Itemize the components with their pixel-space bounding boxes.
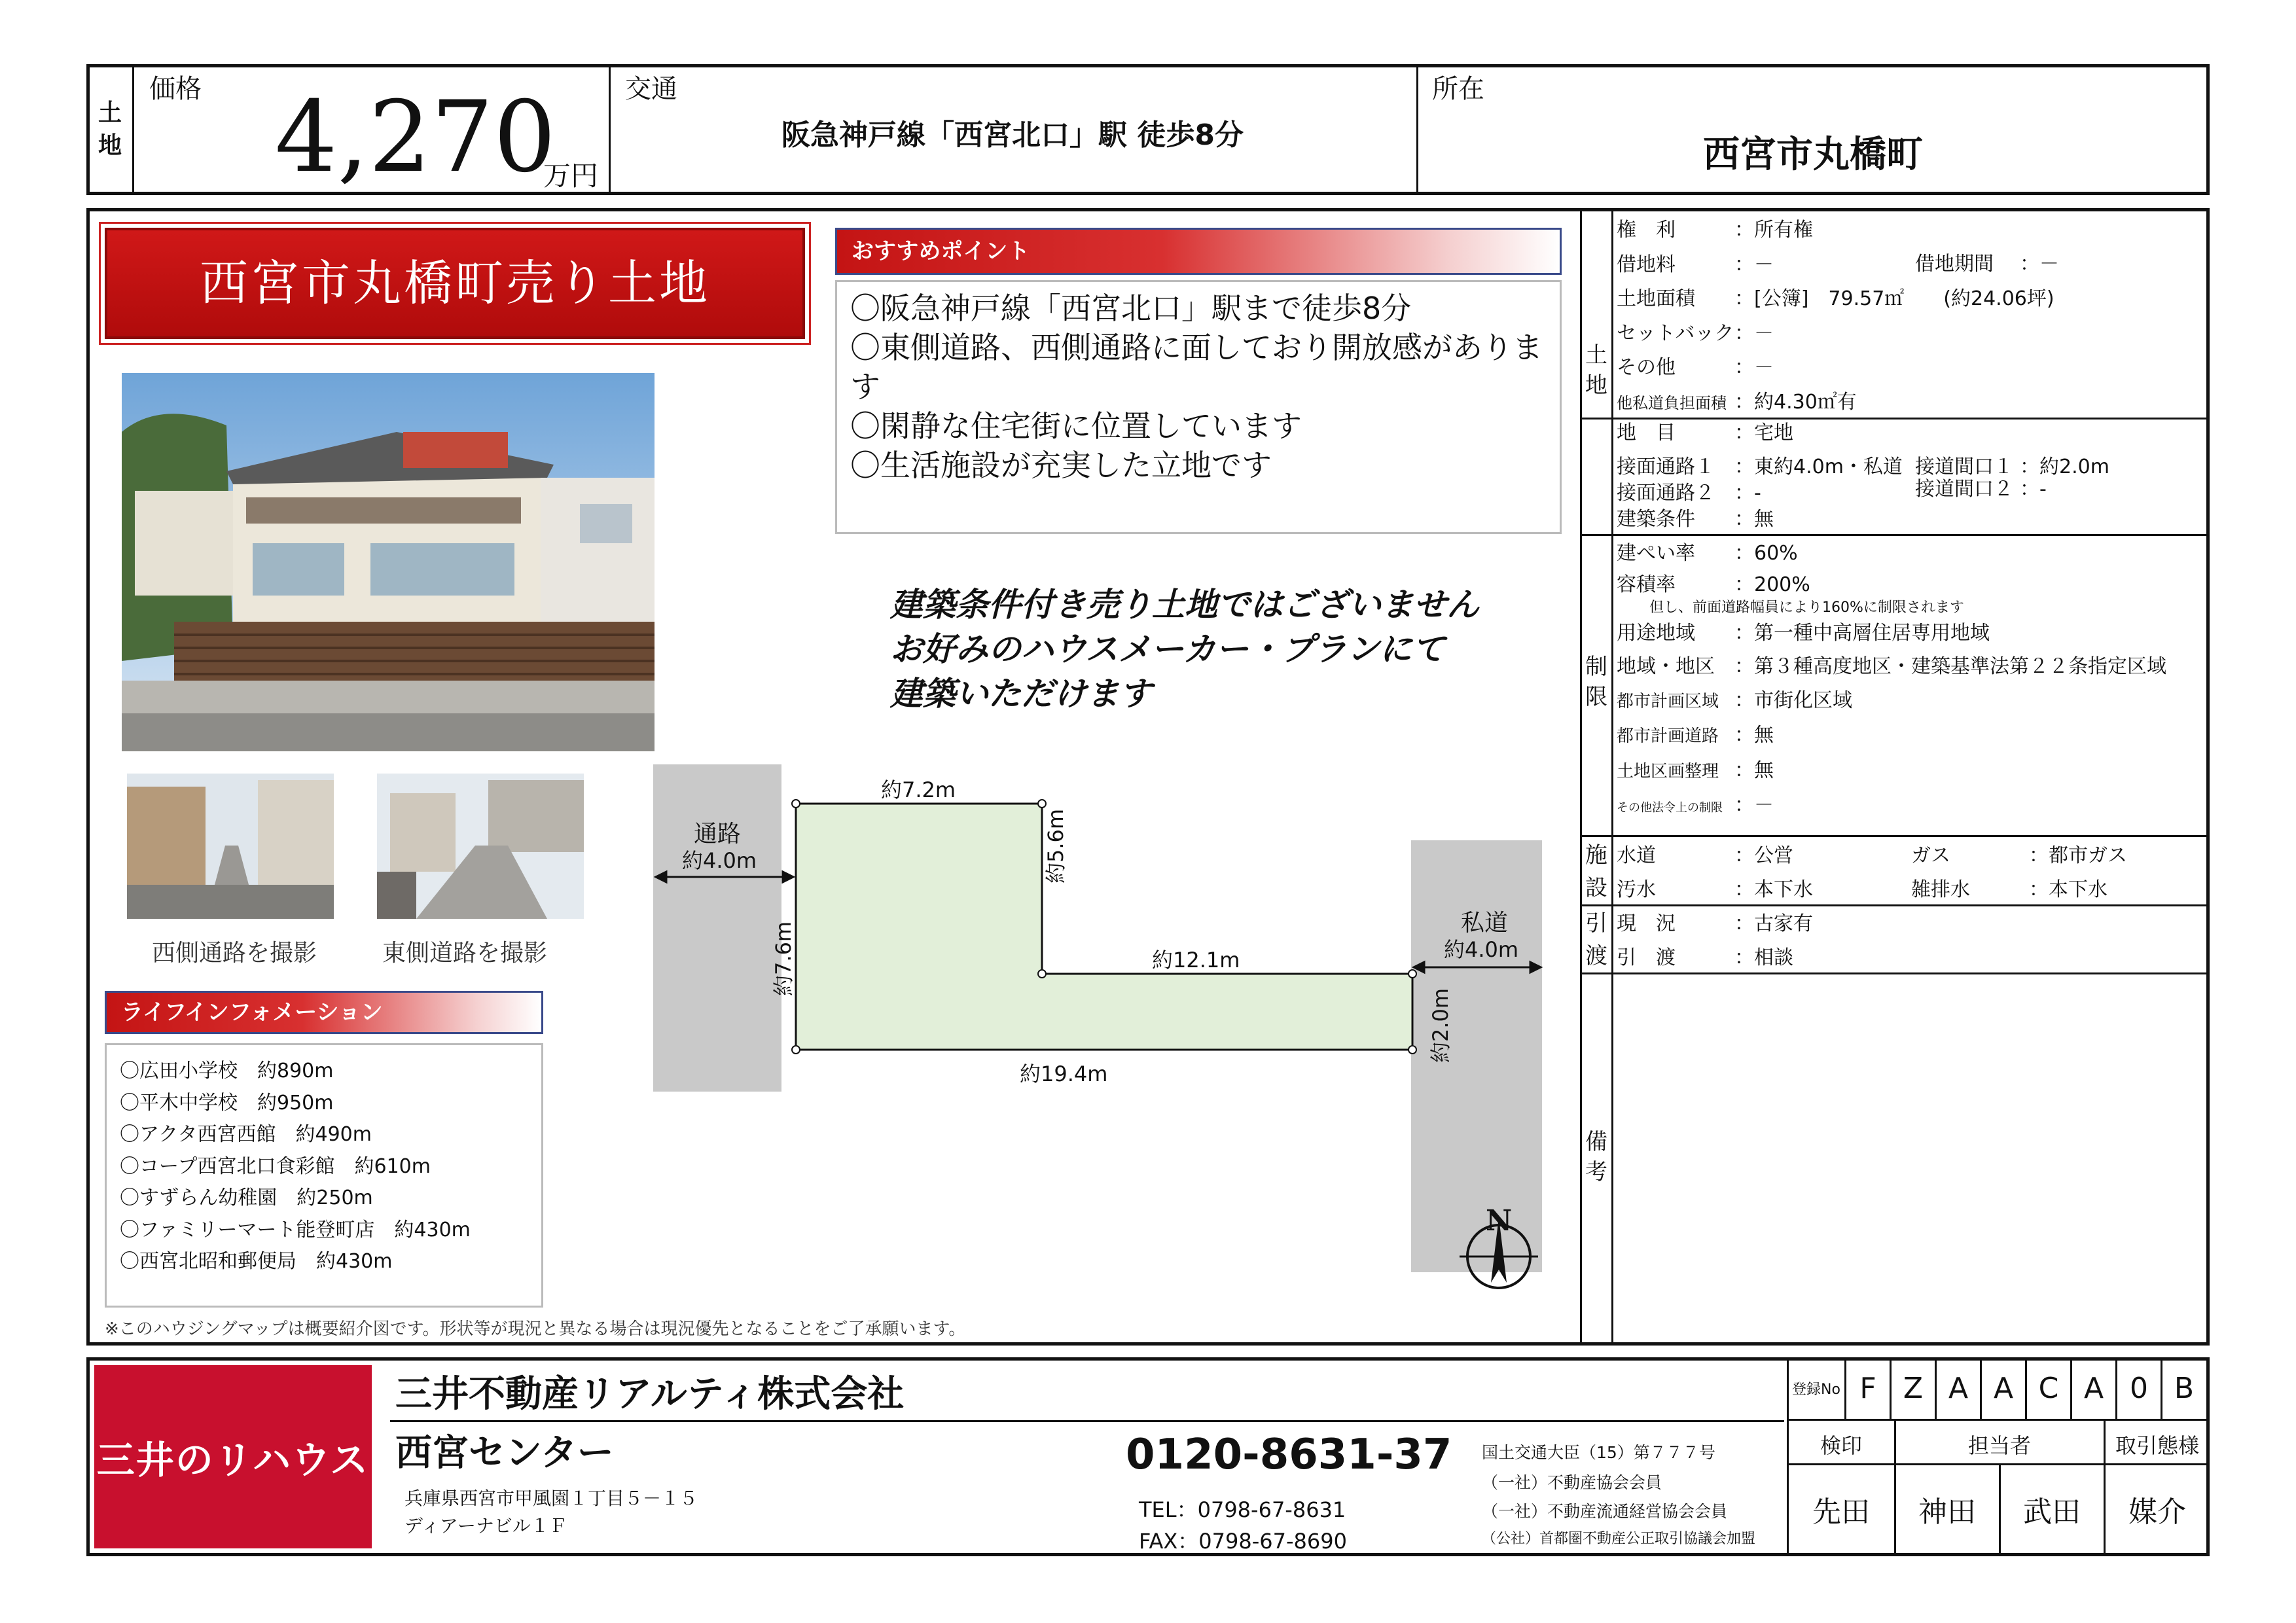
recommend-point: 〇東側道路、西側通路に面しており開放感があります [850,330,1543,404]
staff-name-2: 武田 [2023,1495,2081,1529]
branch-name: 西宮センター [395,1432,614,1474]
restrict-spec-list [1617,537,2166,825]
price-unit: 万円 [543,160,599,192]
notice-line: お好みのハウスメーカー・プランにて [890,630,1445,668]
land-spec-list [1617,213,2054,420]
dim-right-height: 約2.0m [1428,988,1453,1063]
building-notice [890,582,1479,716]
recommend-heading: おすすめポイント [852,238,1030,264]
east-road-caption: 東側道路を撮影 [382,940,548,967]
life-info-item: 〇アクタ西宮西館 約490m [120,1123,372,1146]
life-info-item: 〇西宮北昭和郵便局 約430m [120,1250,393,1273]
reg-char: 0 [2115,1359,2161,1419]
spec-row: 引 渡 ：相談 [1617,946,1793,969]
spec-row: 都市計画道路 ：無 [1617,724,1774,747]
spec-row: 他私道負担面積 ：約4.30㎡有 [1617,390,1857,414]
reg-char: C [2025,1359,2070,1419]
recommend-point: 〇閑静な住宅街に位置しています [850,408,1302,444]
west-path-caption: 西側通路を撮影 [152,940,317,967]
col-staff: 担当者 [1967,1433,2031,1458]
address-line-1: 兵庫県西宮市甲風園１丁目５－１５ [404,1488,698,1509]
location-label: 所在 [1432,74,1484,104]
disclaimer: ※このハウジングマップは概要紹介図です。形状等が現況と異なる場合は現況優先となることをご了承願います。 [105,1319,966,1339]
life-info-item: 〇コープ西宮北口食彩館 約610m [120,1154,431,1178]
spec-row: 水道 ：公営 ガス ：都市ガス [1617,844,2127,867]
facility-list [1617,839,2127,907]
life-info-item: 〇平木中学校 約950m [120,1091,334,1115]
col-deal: 取引態様 [2115,1433,2199,1458]
lot-shape [796,804,1412,1050]
association-1: （一社）不動産協会会員 [1482,1473,1662,1492]
spec-row: 地域・地区 ：第３種高度地区・建築基準法第２２条指定区域 [1617,655,2166,678]
spec-row: 建ぺい率 ：60% [1617,542,1798,565]
section-land-label: 土地 [1585,342,1607,399]
price-label: 価格 [149,74,202,104]
reg-char: A [2070,1359,2115,1419]
company-name: 三井不動産リアルティ株式会社 [395,1373,905,1416]
spec-row: 接面通路１ ：東約4.0m・私道 [1617,455,1903,478]
spec-row: セットバック：－ [1617,321,1774,345]
life-info-item: 〇ファミリーマート能登町店 約430m [120,1218,471,1241]
west-road-name: 通路 [694,821,742,847]
deal-type: 媒介 [2128,1495,2186,1529]
spec-row: 地 目 ：宅地 [1617,421,1793,444]
spec-row: 都市計画区域 ：市街化区域 [1617,688,1852,712]
staff-name-1: 神田 [1918,1495,1976,1529]
life-info-item: 〇すずらん幼稚園 約250m [120,1186,373,1209]
address-line-2: ディアーナビル１Ｆ [404,1515,567,1537]
dim-bottom-width: 約19.4m [1020,1061,1108,1086]
recommend-point: 〇阪急神戸線「西宮北口」駅まで徒歩8分 [850,291,1412,326]
land-spec-list-2 [1617,420,1903,533]
reg-char: A [1980,1359,2025,1419]
north-label: N [1486,1204,1513,1238]
transport-label: 交通 [625,74,677,104]
spec-row: 権 利 ：所有権 [1617,219,1813,241]
brand-logo [94,1365,372,1548]
property-type-label: 土地 [98,99,122,159]
reg-char: F [1844,1359,1890,1419]
spec-row: その他法令上の制限 ：－ [1617,794,1774,817]
location-value: 西宮市丸橋町 [1703,134,1923,176]
east-road-photo [377,774,584,919]
spec-row: 但し、前面道路幅員により160%に制限されます [1649,599,1964,616]
spec-row: 借地料 ：－ [1617,253,1774,276]
spec-row: 土地面積 ：[公簿] 79.57㎡ (約24.06坪) [1617,287,2054,310]
section-handover-label: 引渡 [1585,910,1607,969]
notice-line: 建築いただけます [890,675,1152,713]
east-road-width: 約4.0m [1444,937,1519,962]
spec-row: 接面通路２ ：- [1617,482,1761,505]
reg-char: B [2161,1359,2206,1419]
reg-code [1844,1359,2206,1419]
freedial-number: 0120-8631-37 [1126,1431,1452,1479]
spec-row: 用途地域 ：第一種中高層住居専用地域 [1617,621,1990,645]
life-info-item: 〇広田小学校 約890m [120,1060,334,1082]
section-restrict-label: 制限 [1585,654,1607,710]
west-road [653,764,781,1092]
reg-label: 登録No [1792,1382,1840,1398]
handover-list [1617,907,1813,975]
spec-row: 容積率 ：200% [1617,573,1810,596]
section-remarks-label: 備考 [1585,1129,1607,1185]
west-path-photo [127,774,334,919]
reg-char: Z [1890,1359,1935,1419]
dim-top-width: 約7.2m [881,777,956,802]
recommend-list [835,280,1562,534]
frontage-2: 接道間口２ ：- [1915,478,2047,501]
dim-left-height: 約7.6m [771,921,796,996]
life-info-heading-bar [105,991,543,1034]
lease-period: 借地期間 ：－ [1915,253,2059,276]
col-check: 検印 [1820,1433,1862,1458]
life-info-heading: ライフインフォメーション [121,999,383,1026]
listing-title: 西宮市丸橋町売り土地 [200,255,710,312]
spec-row: 土地区画整理 ：無 [1617,758,1774,782]
notice-line: 建築条件付き売り土地ではございません [890,586,1479,624]
spec-row: 汚水 ：本下水 雑排水 ：本下水 [1617,878,2108,901]
west-road-width: 約4.0m [682,848,757,873]
spec-row: 現 況 ：古家有 [1617,912,1813,935]
association-2: （一社）不動産流通経営協会会員 [1482,1502,1728,1521]
spec-row: 建築条件 ：無 [1617,508,1774,531]
listing-title-banner [105,228,805,339]
check-name: 先田 [1812,1495,1870,1529]
license-number: 国土交通大臣（15）第７７７号 [1482,1443,1715,1462]
house-photo [122,373,655,751]
reg-char: A [1935,1359,1980,1419]
tel-number: TEL：0798-67-8631 [1139,1497,1346,1522]
association-3: （公社）首都圏不動産公正取引協議会加盟 [1482,1531,1756,1547]
price-value: 4,270 [275,80,556,194]
life-info-list [105,1043,543,1308]
brand-name: 三井のリハウス [96,1438,370,1482]
section-facility-label: 施設 [1585,842,1607,901]
dim-right-top: 約12.1m [1152,948,1240,972]
spec-row: その他 ：－ [1617,356,1774,379]
east-road-name: 私道 [1461,910,1509,936]
frontage-1: 接道間口１ ：約2.0m [1915,455,2109,478]
fax-number: FAX：0798-67-8690 [1139,1529,1347,1554]
recommend-point: 〇生活施設が充実した立地です [850,448,1272,483]
transport-value: 阪急神戸線「西宮北口」駅 徒歩8分 [781,118,1244,152]
recommend-heading-bar [835,228,1562,275]
dim-step-height: 約5.6m [1043,808,1068,883]
